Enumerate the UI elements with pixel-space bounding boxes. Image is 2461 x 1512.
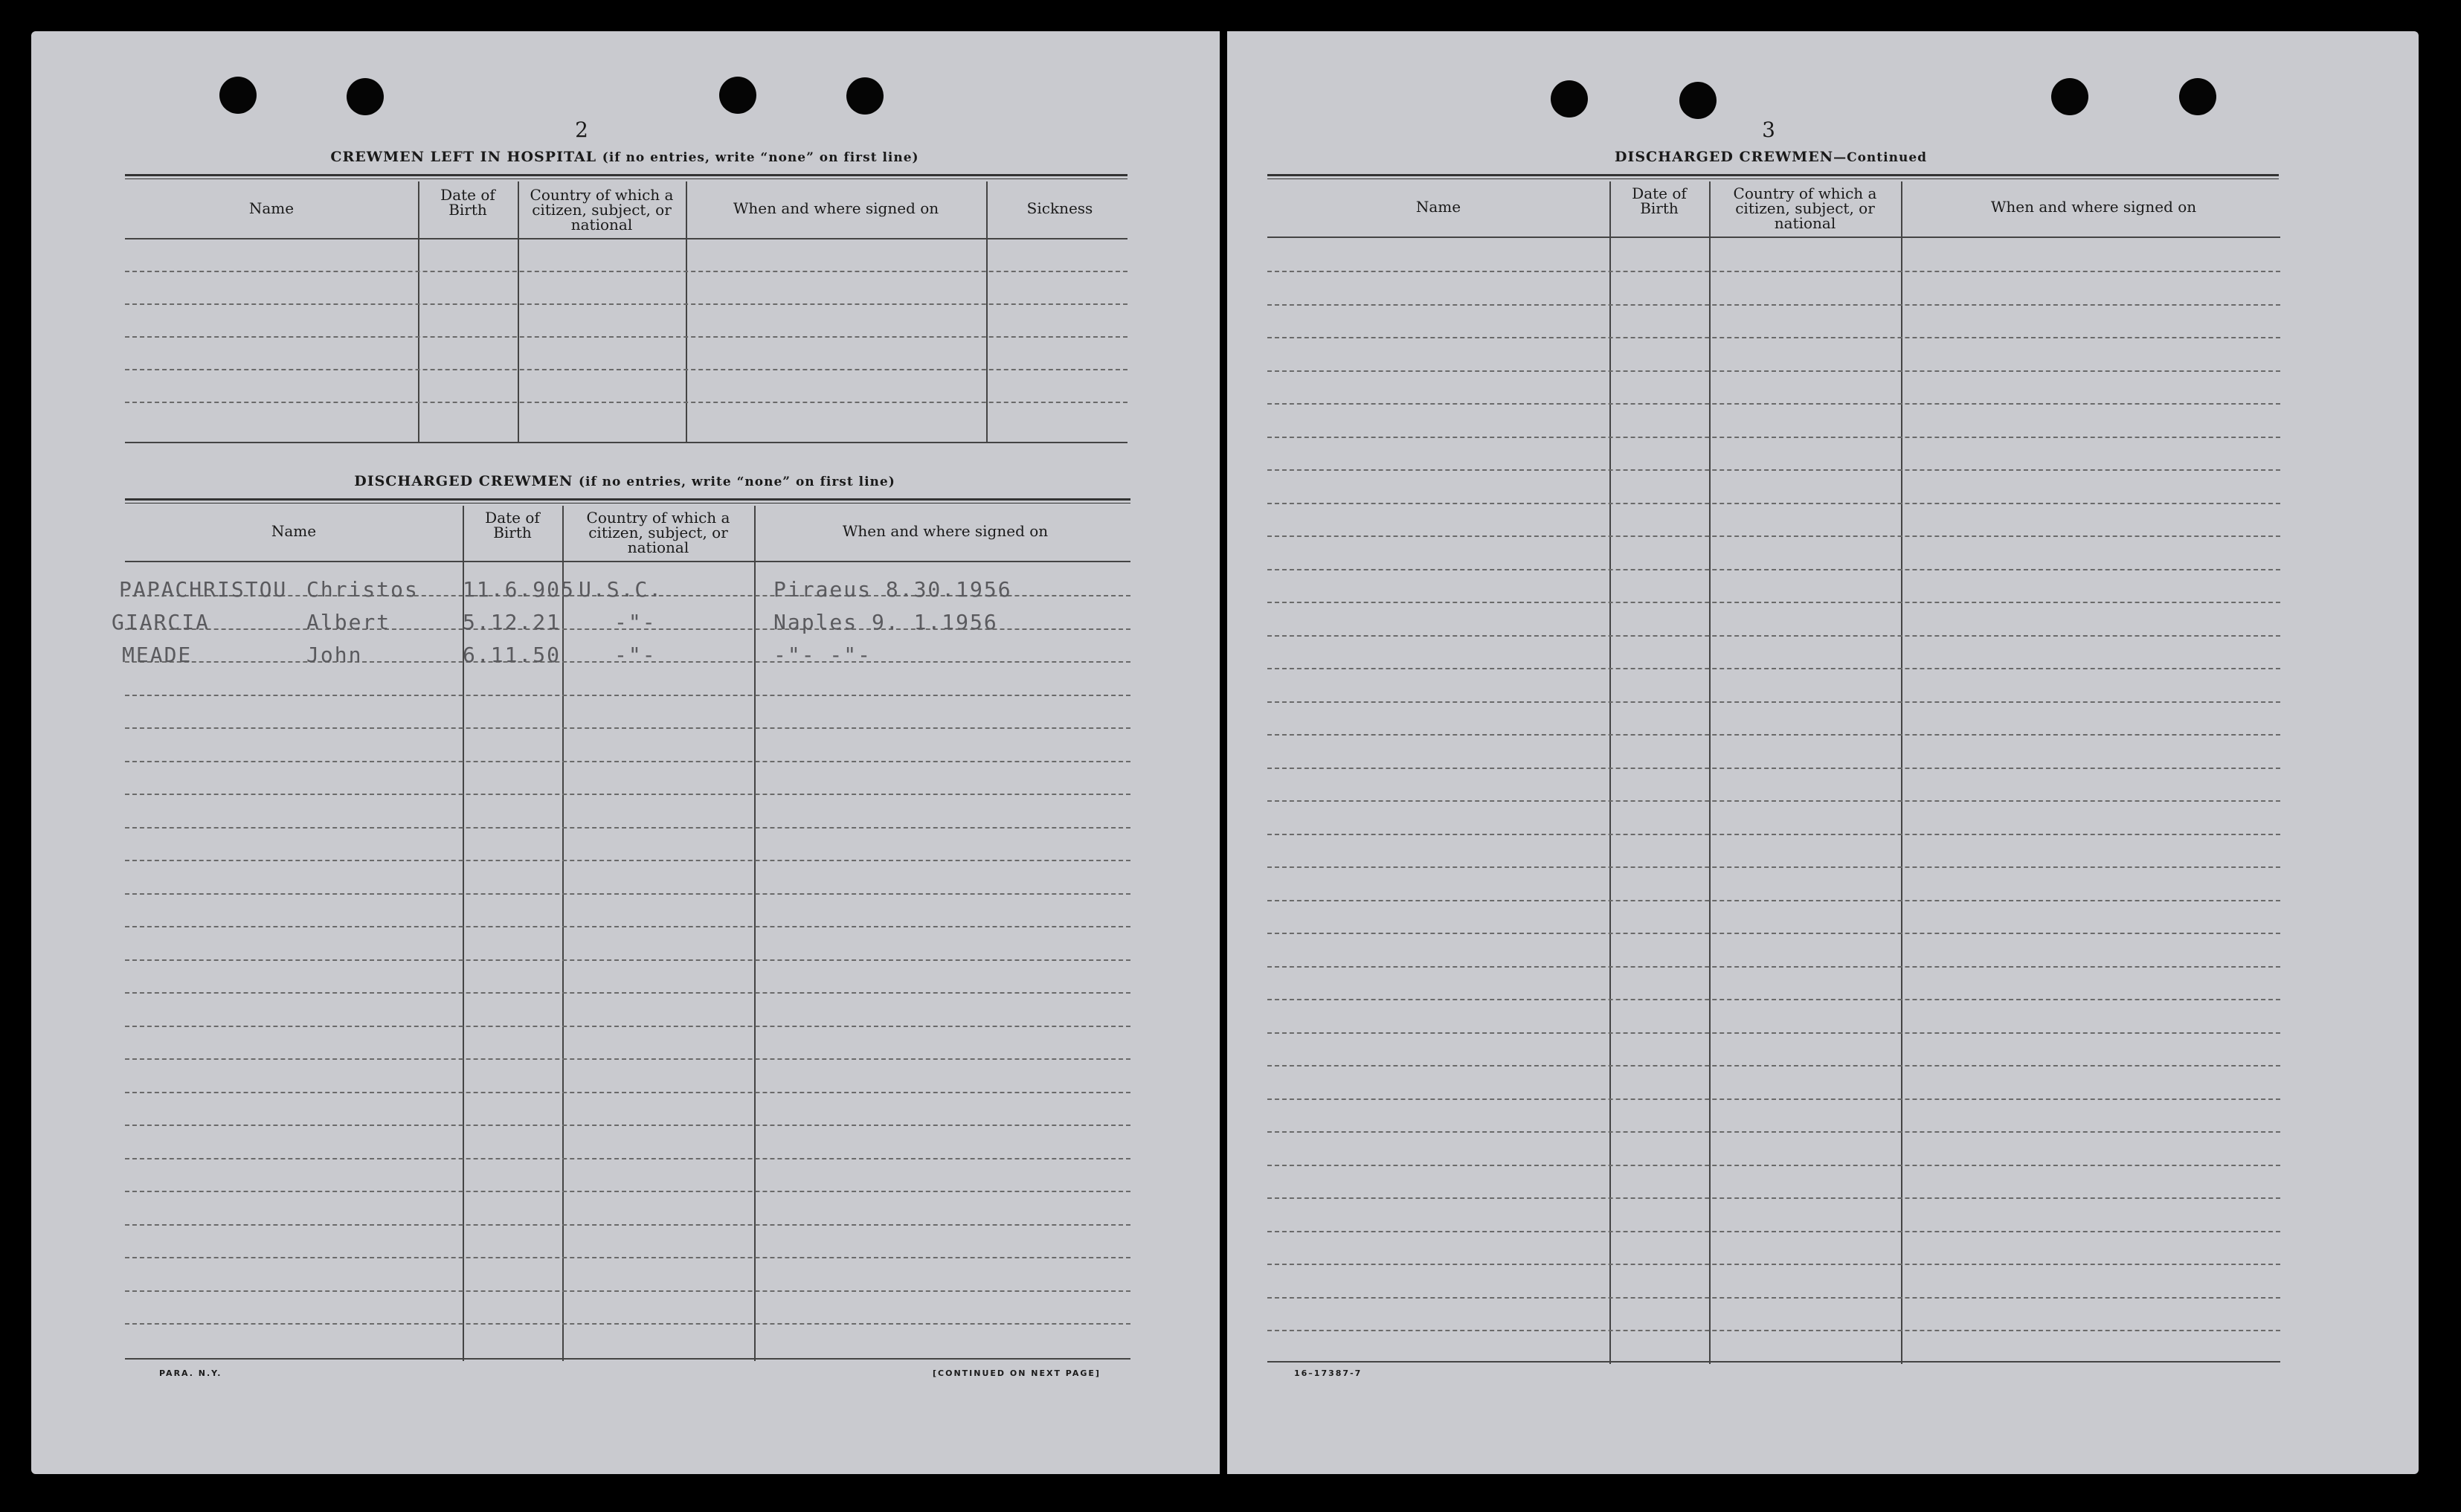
crew-dob: 6.11.50 (463, 643, 562, 667)
row-rule (1267, 1165, 2280, 1166)
crew-surname: PAPACHRISTOU (119, 577, 288, 602)
row-rule (1267, 1264, 2280, 1265)
page-number: 3 (1762, 118, 1775, 142)
column-divider (686, 181, 687, 443)
row-rule (1267, 337, 2280, 338)
continued-title-text: DISCHARGED CREWMEN (1614, 149, 1834, 165)
row-rule (1267, 999, 2280, 1000)
header-country: Country of which a citizen, subject, or national (530, 186, 674, 234)
row-rule (1267, 535, 2280, 537)
punch-hole (2051, 78, 2088, 115)
crew-dob: 5.12.21 (463, 610, 562, 634)
row-rule (125, 695, 1130, 696)
header-when-where: When and where signed on (842, 522, 1049, 540)
row-rule (125, 303, 1127, 305)
row-rule (1267, 701, 2280, 703)
punch-hole (1551, 80, 1588, 118)
row-rule (1267, 834, 2280, 835)
row-rule (1267, 635, 2280, 637)
row-rule (125, 369, 1127, 370)
discharged-title-note: (if no entries, write “none” on first line) (578, 474, 895, 489)
row-rule (1267, 271, 2280, 272)
row-rule (1267, 1297, 2280, 1299)
column-divider (1901, 181, 1902, 1364)
row-rule (125, 1290, 1130, 1292)
row-rule (1267, 1032, 2280, 1034)
column-divider (1609, 181, 1611, 1364)
crew-given-name: Christos (306, 577, 419, 602)
header-name: Name (248, 199, 295, 217)
header-country: Country of which a citizen, subject, or national (1733, 184, 1877, 232)
double-rule (1267, 174, 2279, 179)
row-rule (125, 794, 1130, 795)
discharged-continued-title (1269, 149, 2273, 165)
header-date-of-birth: Date of Birth (485, 509, 540, 541)
row-rule (125, 959, 1130, 961)
crew-country: U.S.C. (579, 577, 663, 602)
row-rule (1267, 933, 2280, 934)
row-rule (125, 1058, 1130, 1060)
double-rule (125, 498, 1130, 504)
row-rule (125, 992, 1130, 994)
row-rule (1267, 569, 2280, 570)
header-name: Name (1415, 198, 1461, 216)
row-rule (125, 402, 1127, 403)
footer-printer-mark: PARA. N.Y. (159, 1368, 222, 1378)
hospital-title-note: (if no entries, write “none” on first line) (602, 150, 919, 165)
crew-given-name: Albert (306, 610, 391, 634)
row-rule (125, 1158, 1130, 1159)
discharged-continued-table (1267, 181, 2280, 1364)
header-name: Name (271, 522, 317, 540)
double-rule (125, 174, 1127, 179)
row-rule (125, 1125, 1130, 1126)
header-when-where: When and where signed on (1990, 198, 2197, 216)
row-rule (1267, 469, 2280, 471)
row-rule (125, 926, 1130, 927)
crew-country: -"- (614, 643, 657, 667)
header-date-of-birth: Date of Birth (440, 186, 495, 219)
row-rule (1267, 503, 2280, 504)
row-rule (1267, 966, 2280, 968)
crew-signed-on: Piraeus 8.30.1956 (773, 577, 1012, 602)
row-rule (1267, 800, 2280, 802)
crew-surname: MEADE (122, 643, 193, 667)
row-rule (125, 860, 1130, 861)
row-rule (125, 1092, 1130, 1093)
header-country: Country of which a citizen, subject, or national (586, 509, 730, 556)
column-divider (518, 181, 519, 443)
row-rule (1267, 1065, 2280, 1067)
column-divider (562, 506, 564, 1361)
discharged-title-text: DISCHARGED CREWMEN (354, 473, 573, 489)
page-fold (1220, 31, 1227, 1474)
row-rule (1267, 403, 2280, 405)
header-rule (1267, 237, 2280, 238)
footer-form-code: 16–17387-7 (1294, 1368, 1363, 1378)
crew-dob: 11.6.905 (463, 577, 575, 602)
row-rule (125, 727, 1130, 729)
row-rule (1267, 1131, 2280, 1133)
column-divider (418, 181, 419, 443)
row-rule (1267, 1098, 2280, 1100)
row-rule (125, 271, 1127, 272)
row-rule (1267, 1330, 2280, 1331)
hospital-section-title (126, 149, 1123, 165)
column-divider (986, 181, 988, 443)
header-rule (125, 238, 1127, 239)
crew-country: -"- (614, 610, 657, 634)
row-rule (1267, 866, 2280, 868)
header-when-where: When and where signed on (733, 199, 939, 217)
table-bottom-rule (125, 1358, 1130, 1360)
crew-given-name: John (306, 643, 363, 667)
row-rule (1267, 1197, 2280, 1199)
row-rule (125, 1224, 1130, 1226)
footer-continued-note: [CONTINUED ON NEXT PAGE] (933, 1368, 1101, 1378)
header-date-of-birth: Date of Birth (1632, 184, 1687, 217)
page-number: 2 (575, 118, 588, 142)
hospital-title-text: CREWMEN LEFT IN HOSPITAL (330, 149, 597, 165)
row-rule (1267, 768, 2280, 769)
row-rule (125, 893, 1130, 895)
row-rule (125, 761, 1130, 762)
header-sickness: Sickness (1026, 199, 1093, 217)
punch-hole (347, 78, 384, 115)
header-rule (125, 561, 1130, 562)
hospital-table (125, 181, 1127, 443)
row-rule (1267, 734, 2280, 736)
row-rule (1267, 900, 2280, 901)
punch-hole (2179, 78, 2216, 115)
row-rule (125, 1257, 1130, 1258)
table-bottom-rule (1267, 1361, 2280, 1363)
row-rule (125, 1026, 1130, 1027)
punch-hole (846, 77, 884, 115)
row-rule (1267, 370, 2280, 372)
row-rule (1267, 602, 2280, 603)
table-bottom-rule (125, 442, 1127, 443)
column-divider (1709, 181, 1711, 1364)
punch-hole (219, 77, 257, 114)
punch-hole (1679, 82, 1717, 119)
row-rule (125, 827, 1130, 829)
discharged-section-title (126, 473, 1123, 489)
crew-signed-on: Naples 9. 1.1956 (773, 610, 998, 634)
continued-title-suffix: —Continued (1833, 150, 1928, 165)
row-rule (125, 1323, 1130, 1325)
column-divider (754, 506, 756, 1361)
row-rule (125, 336, 1127, 338)
punch-hole (719, 77, 756, 114)
row-rule (1267, 1231, 2280, 1232)
crew-signed-on: -"- -"- (773, 643, 872, 667)
row-rule (1267, 437, 2280, 438)
row-rule (1267, 304, 2280, 306)
row-rule (1267, 668, 2280, 669)
crew-surname: GIARCIA (112, 610, 210, 634)
row-rule (125, 1191, 1130, 1192)
